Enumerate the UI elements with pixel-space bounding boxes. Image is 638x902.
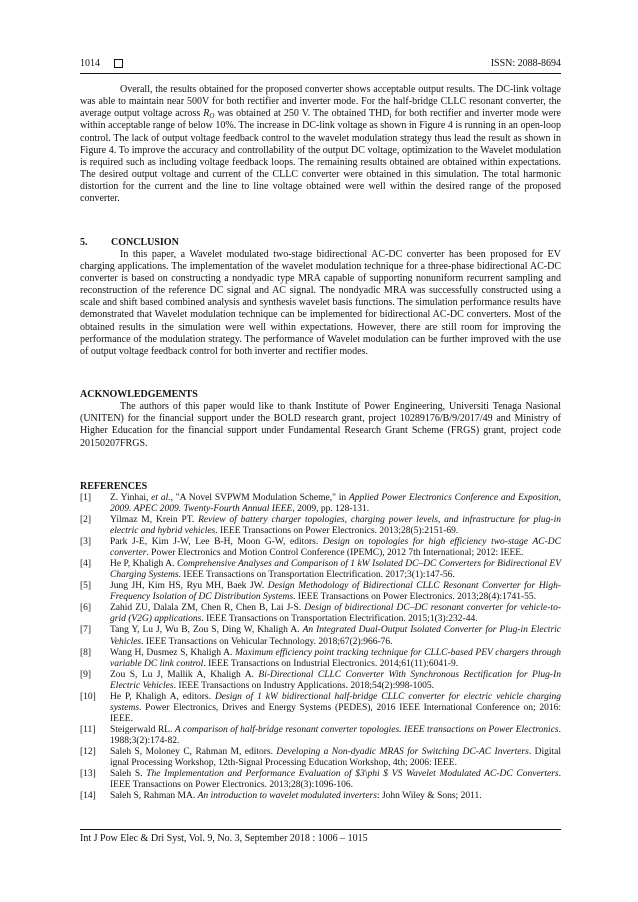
- reference-number: [7]: [80, 625, 92, 636]
- reference-item: [80, 725, 561, 747]
- reference-post: . IEEE Transactions on Power Electronics. 2013;28(5):2151-69.: [215, 526, 459, 537]
- reference-post: . IEEE Transactions on Power Electronics. 2013;28(4):1741-55.: [293, 592, 537, 603]
- reference-ital: Applied Power Electronics Conference and Exposition, 2009. APEC 2009. Twenty-Fourth Annual IEEE: [110, 492, 561, 514]
- reference-pre: Steigerwald RL.: [110, 724, 175, 735]
- reference-item: [80, 692, 561, 725]
- reference-item: [80, 648, 561, 670]
- reference-number: [1]: [80, 492, 92, 503]
- reference-number: [10]: [80, 691, 96, 702]
- reference-number: [6]: [80, 603, 92, 614]
- reference-item: [80, 603, 561, 625]
- reference-number: [8]: [80, 647, 92, 658]
- reference-etal: et al.: [151, 492, 171, 503]
- reference-item: [80, 515, 561, 537]
- reference-item: [80, 769, 561, 791]
- reference-ital: A comparison of half-bridge resonant converter topologies. IEEE transactions on Power Electronics: [174, 724, 559, 735]
- ro-main: R: [203, 108, 210, 120]
- reference-pre: Wang H, Dusmez S, Khaligh A.: [110, 647, 235, 658]
- reference-number: [14]: [80, 791, 96, 802]
- reference-ital: Design of bidirectional DC–DC resonant converter for vehicle-to-grid (V2G) applications: [110, 603, 561, 625]
- reference-post: . Power Electronics, Drives and Energy Systems (PEDES), 2016 IEEE International Conference on; 2016: IEEE.: [110, 702, 561, 724]
- reference-ital: Review of battery charger topologies, charging power levels, and infrastructure for plug-in electric and hybrid vehicles: [110, 515, 561, 537]
- reference-number: [13]: [80, 769, 96, 780]
- reference-number: [3]: [80, 537, 92, 548]
- conclusion-number: 5.: [80, 236, 88, 248]
- footer-divider: [80, 829, 561, 830]
- reference-ital: Comprehensive Analyses and Comparison of 1 kW Isolated DC–DC Converters for Bidirectional EV Charging Systems: [110, 559, 562, 581]
- thd-subscript: i: [389, 112, 392, 121]
- conclusion-heading: [80, 237, 561, 249]
- issn-label: ISSN: 2088-8694: [490, 58, 561, 69]
- reference-pre: Tang Y, Lu J, Wu B, Zou S, Ding W, Khaligh A.: [110, 625, 303, 636]
- reference-pre: He P, Khaligh A.: [110, 559, 177, 570]
- reference-pre: He P, Khaligh A, editors.: [110, 691, 215, 702]
- reference-pre: Saleh S, Moloney C, Rahman M, editors.: [110, 746, 277, 757]
- ro-subscript: O: [209, 112, 215, 121]
- reference-ital: Maximum efficiency point tracking technique for CLLC-based PEV chargers through variable DC link control: [110, 647, 562, 669]
- reference-number: [5]: [80, 581, 92, 592]
- reference-ital: Bi-Directional CLLC Converter With Synchronous Rectification for Plug-In Electric Vehicles: [110, 669, 561, 691]
- reference-post: . 1988;3(2):174-82.: [110, 724, 561, 746]
- reference-post: . IEEE Transactions on Vehicular Technology. 2018;67(2):966-76.: [141, 636, 393, 647]
- reference-pre: Z. Yinhai,: [110, 492, 152, 503]
- reference-post: . IEEE Transactions on Power Electronics. 2013;28(3):1096-106.: [110, 769, 561, 791]
- reference-item: [80, 670, 561, 692]
- reference-post: . Power Electronics and Motion Control Conference (IPEMC), 2012 7th International; 2012: IEEE.: [146, 548, 524, 559]
- reference-ital: Design Methodology of Bidirectional CLLC Resonant Converter for High-Frequency Isolation of DC Distribution Systems: [110, 581, 561, 603]
- results-text-part1: Overall, the results obtained for the proposed converter shows acceptable output results. The DC-link voltage was able to maintain near 500V for both rectifier and inverter mode. For the half-bridge CLLC resonant converter, the average output voltage across: [80, 84, 561, 120]
- reference-item: [80, 625, 561, 647]
- reference-pre: Saleh S.: [110, 769, 147, 780]
- page-header: [80, 58, 561, 74]
- results-paragraph: [80, 84, 561, 206]
- reference-number: [12]: [80, 746, 96, 757]
- acknowledgements-paragraph: The authors of this paper would like to thank Institute of Power Engineering, Universiti Tenaga Nasional (UNITEN) for the financial support under the BOLD research grant, project 10289176/B/9/2017/49 and Ministry of Higher Education for the financial support under Fundamental Research Grant Scheme (FRGS) grant, project code 20150207FRGS.: [80, 401, 561, 449]
- page-number: 1014: [80, 58, 100, 69]
- reference-post: . IEEE Transactions on Industry Applications. 2018;54(2):998-1005.: [173, 680, 435, 691]
- reference-post: . IEEE Transactions on Transportation Electrification. 2015;1(3):232-44.: [201, 614, 478, 625]
- results-text-part3: for both rectifier and inverter mode were within acceptable range of below 10%. The increase in DC-link voltage as shown in Figure 4 is running in an open-loop control. The lack of output voltage feedback control to the wavelet modulation strategy thus lead the result as shown in Figure 4. To improve the accuracy and controllability of the output DC voltage, optimization to the Wavelet modulation is required such as including voltage feedback loops. The remaining results obtained are obtained within expectations. The desired output voltage and current of the CLLC converter were obtained in this simulation. The total harmonic distortion for the current and the line to line voltage obtained were well within the desired range of the proposed converter.: [80, 108, 561, 205]
- conclusion-paragraph: In this paper, a Wavelet modulated two-stage bidirectional AC-DC converter has been proposed for EV charging applications. The implementation of the wavelet modulation technique for a three-phase bidirectional AC-DC converter is based on constructing a nondyadic type MRA capable of supporting nonuniform recurrent sampling and reconstruction of the reference DC signal and AC signal. The nondyadic MRA was successfully constructed using a scale and shift based combined analysis and synthesis wavelet basis functions. The simulation performance results have demonstrated that Wavelet modulation technique can be implemented for bidirectional AC-DC converters. Most of the obtained results in the simulation were well within expectations. However, there are still room for improving the performance of the modulation strategy. The performance of Wavelet modulation can be further improved with the use of output voltage feedback control for both inverter and rectifier modes.: [80, 248, 561, 357]
- reference-pre: Park J-E, Kim J-W, Lee B-H, Moon G-W, editors.: [110, 537, 323, 548]
- reference-pre: Zahid ZU, Dalala ZM, Chen R, Chen B, Lai J-S.: [110, 603, 305, 614]
- references-list: [80, 493, 561, 802]
- reference-item: [80, 581, 561, 603]
- reference-number: [11]: [80, 724, 96, 735]
- reference-post: , 2009, pp. 128-131.: [292, 503, 370, 514]
- reference-item: [80, 559, 561, 581]
- reference-post: . IEEE Transactions on Industrial Electronics. 2014;61(11):6041-9.: [203, 658, 459, 669]
- reference-ital: Developing a Non-dyadic MRAS for Switching DC-AC Inverters: [276, 746, 529, 757]
- results-text-part2: was obtained at 250 V. The obtained THD: [214, 108, 390, 120]
- reference-number: [9]: [80, 669, 92, 680]
- reference-pre: Yilmaz M, Krein PT.: [110, 515, 199, 525]
- reference-pre: Jung JH, Kim HS, Ryu MH, Baek JW.: [110, 581, 268, 592]
- reference-item: [80, 537, 561, 559]
- header-divider: [80, 73, 561, 74]
- reference-pre: Saleh S, Rahman MA.: [110, 791, 198, 802]
- checkbox-square-icon: [114, 59, 123, 68]
- acknowledgements-heading: ACKNOWLEDGEMENTS: [80, 388, 198, 400]
- reference-mid: , "A Novel SVPWM Modulation Scheme," in: [170, 492, 349, 503]
- page-body: [80, 84, 561, 802]
- reference-pre: Zou S, Lu J, Mallik A, Khaligh A.: [110, 669, 259, 680]
- conclusion-title: CONCLUSION: [111, 236, 179, 248]
- reference-ital: An Integrated Dual-Output Isolated Converter for Plug-in Electric Vehicles: [110, 625, 561, 647]
- reference-ital: Design of 1 kW bidirectional half-bridge CLLC converter for electric vehicle charging systems: [110, 691, 561, 713]
- page-footer: Int J Pow Elec & Dri Syst, Vol. 9, No. 3, September 2018 : 1006 – 1015: [80, 833, 368, 844]
- reference-item: [80, 747, 561, 769]
- reference-ital: The Implementation and Performance Evaluation of $3\phi $ VS Wavelet Modulated AC-DC Converters: [146, 769, 559, 780]
- reference-number: [2]: [80, 515, 92, 525]
- references-heading: REFERENCES: [80, 480, 148, 492]
- reference-post: . Digital ignal Processing Workshop, 12th-Signal Processing Education Workshop, 4th; 2006: IEEE.: [110, 746, 562, 769]
- reference-ital: An introduction to wavelet modulated inverters: [197, 791, 377, 802]
- reference-number: [4]: [80, 559, 92, 570]
- reference-post: . IEEE Transactions on Transportation Electrification. 2017;3(1):147-56.: [178, 570, 455, 581]
- reference-item: [80, 791, 561, 802]
- ro-symbol: [203, 108, 214, 119]
- reference-post: : John Wiley & Sons; 2011.: [376, 791, 482, 802]
- reference-ital: Design on topologies for high efficiency two-stage AC-DC converter: [110, 537, 561, 559]
- reference-item: [80, 493, 561, 515]
